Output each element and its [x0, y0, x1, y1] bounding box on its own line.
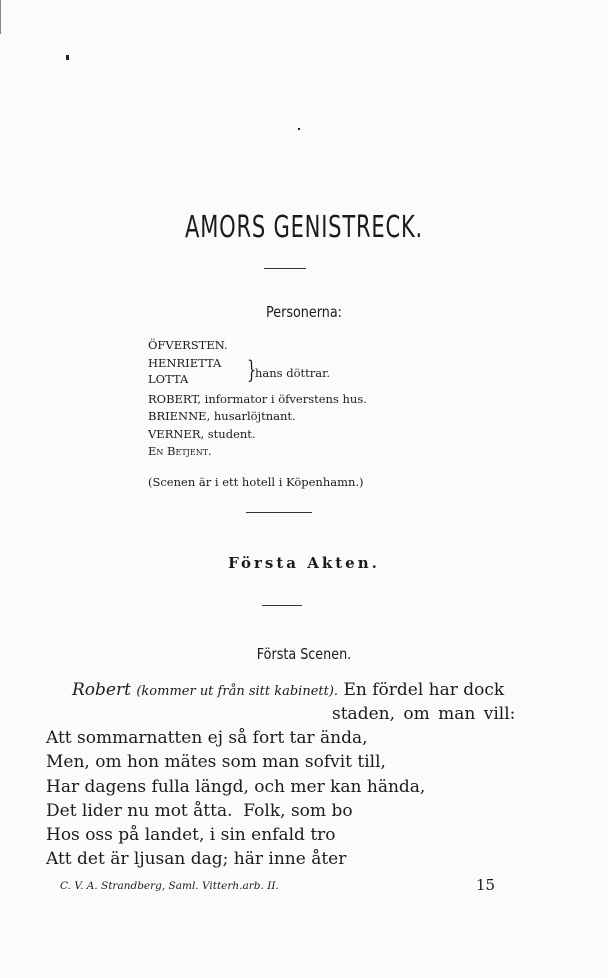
verse-line: Att sommarnatten ej så fort tar ända, [46, 728, 368, 748]
verse-line: Det lider nu mot åtta. Folk, som bo [46, 801, 353, 821]
cast-setting: (Scenen är i ett hotell i Köpenhamn.) [148, 475, 364, 489]
cast-daughters-note: hans döttrar. [255, 366, 330, 380]
speaker-name: Robert [72, 680, 131, 700]
cast-ofversten: ÖFVERSTEN. [148, 338, 228, 352]
scan-speck [298, 128, 300, 130]
cast-heading: Personerna: [266, 303, 342, 321]
act-rule [262, 605, 302, 606]
title-rule [264, 268, 306, 269]
verse-line: Hos oss på landet, i sin enfald tro [46, 825, 336, 845]
cast-rule [246, 512, 312, 513]
stage-direction: (kommer ut från sitt kabinett). [136, 684, 339, 699]
verse-line: Har dagens fulla längd, och mer kan hända, [46, 777, 426, 797]
cast-verner: VERNER, student. [148, 427, 256, 441]
first-verse-continuation: staden, om man vill: [332, 704, 516, 724]
verse-line: Att det är ljusan dag; här inne åter [46, 849, 347, 869]
scene-heading: Första Scenen. [256, 645, 352, 663]
cast-brace: } [247, 356, 257, 384]
verse-line: Men, om hon mätes som man sofvit till, [46, 752, 386, 772]
speech-opening [72, 680, 504, 700]
scan-edge-mark [0, 0, 1, 34]
cast-lotta: LOTTA [148, 372, 189, 386]
scan-speck [66, 55, 69, 60]
cast-betjent: En Betjent. [148, 444, 212, 458]
cast-robert: ROBERT, informator i öfverstens hus. [148, 392, 367, 406]
act-heading: Första Akten. [228, 554, 380, 572]
cast-brienne: BRIENNE, husarlöjtnant. [148, 409, 296, 423]
page-number: 15 [476, 876, 496, 894]
footer-signature: C. V. A. Strandberg, Saml. Vitterh.arb. II. [60, 880, 279, 892]
cast-henrietta: HENRIETTA [148, 356, 222, 370]
play-title: AMORS GENISTRECK. [185, 210, 423, 245]
first-verse-line: En fördel har dock [343, 680, 505, 700]
